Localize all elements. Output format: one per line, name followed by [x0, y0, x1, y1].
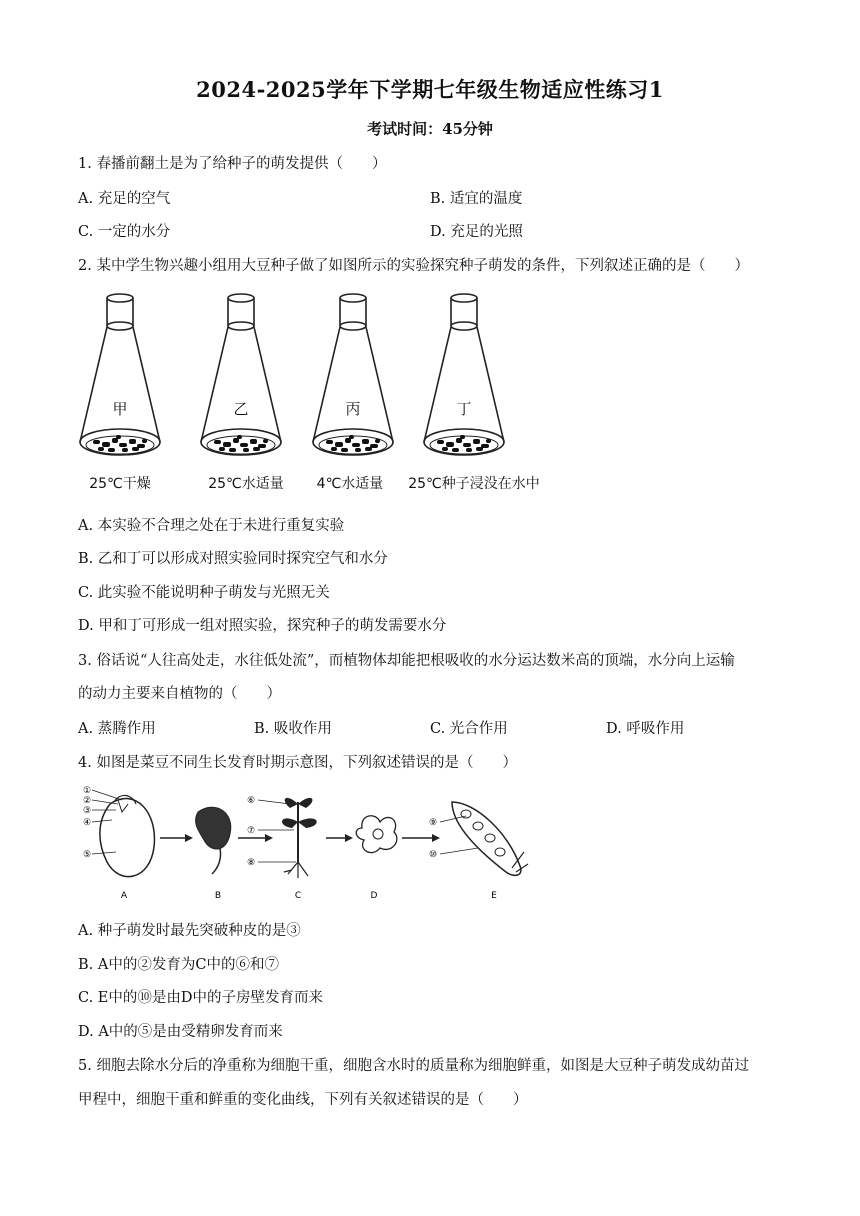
- marker-5: ⑤: [83, 850, 92, 860]
- marker-1: ①: [83, 786, 92, 796]
- question-3-option-d[interactable]: D. 呼吸作用: [606, 721, 685, 737]
- marker-4: ④: [83, 818, 92, 828]
- stage-e-pod: [429, 802, 528, 901]
- question-1-stem: 1. 春播前翻土是为了给种子的萌发提供（ ）: [78, 156, 387, 172]
- question-5-stem-line-1: 5. 细胞去除水分后的净重称为细胞干重，细胞含水时的质量称为细胞鲜重，如图是大豆种子萌发成幼苗过: [78, 1058, 749, 1074]
- flask-yi-label: 乙: [233, 400, 249, 418]
- stage-a-seed: [83, 786, 154, 901]
- question-2-option-a[interactable]: A. 本实验不合理之处在于未进行重复实验: [78, 518, 345, 534]
- question-1-option-c[interactable]: C. 一定的水分: [78, 224, 171, 240]
- flask-bing-label: 丙: [345, 400, 361, 418]
- question-1-option-b[interactable]: B. 适宜的温度: [430, 191, 523, 207]
- stage-d-flower: [356, 816, 397, 901]
- flask-jia-label: 甲: [112, 400, 128, 418]
- bean-growth-stages-figure: [80, 782, 540, 904]
- marker-8: ⑧: [247, 858, 256, 868]
- question-4-option-d[interactable]: D. A中的⑤是由受精卵发育而来: [78, 1024, 283, 1040]
- question-4-option-c[interactable]: C. E中的⑩是由D中的子房壁发育而来: [78, 990, 324, 1006]
- flask-yi-condition: 25℃水适量: [208, 476, 284, 492]
- exam-time: 考试时间：45分钟: [367, 120, 493, 138]
- stage-a-label: A: [120, 891, 128, 901]
- stage-c-seedling: [247, 796, 317, 901]
- question-3-option-b[interactable]: B. 吸收作用: [254, 721, 332, 737]
- stage-e-label: E: [491, 891, 497, 901]
- flask-bing: [313, 294, 393, 492]
- marker-6: ⑥: [247, 796, 256, 806]
- question-4-stem: 4. 如图是菜豆不同生长发育时期示意图，下列叙述错误的是（ ）: [78, 755, 517, 771]
- seed-germination-flask-figure: [78, 290, 558, 498]
- marker-10: ⑩: [429, 850, 438, 860]
- stage-d-label: D: [370, 891, 378, 901]
- flask-bing-condition: 4℃水适量: [316, 476, 384, 492]
- question-2-stem: 2. 某中学生物兴趣小组用大豆种子做了如图所示的实验探究种子萌发的条件，下列叙述正确的是（ ）: [78, 258, 749, 274]
- marker-7: ⑦: [247, 826, 256, 836]
- marker-2: ②: [83, 796, 92, 806]
- question-2-option-c[interactable]: C. 此实验不能说明种子萌发与光照无关: [78, 585, 330, 601]
- flask-yi: [201, 294, 284, 492]
- question-4-option-b[interactable]: B. A中的②发育为C中的⑥和⑦: [78, 957, 279, 973]
- stage-b-germinating: [196, 807, 231, 901]
- stage-b-label: B: [214, 891, 222, 901]
- question-1-option-d[interactable]: D. 充足的光照: [430, 224, 523, 240]
- flask-ding-label: 丁: [456, 400, 472, 418]
- question-2-option-b[interactable]: B. 乙和丁可以形成对照实验同时探究空气和水分: [78, 551, 388, 567]
- question-3-option-a[interactable]: A. 蒸腾作用: [78, 721, 156, 737]
- question-3-stem-line-2: 的动力主要来自植物的（ ）: [78, 686, 281, 702]
- marker-3: ③: [83, 806, 92, 816]
- flask-ding: [408, 294, 540, 492]
- question-2-option-d[interactable]: D. 甲和丁可形成一组对照实验，探究种子的萌发需要水分: [78, 618, 447, 634]
- page-title: 2024-2025学年下学期七年级生物适应性练习1: [196, 77, 664, 102]
- question-3-stem-line-1: 3. 俗话说“人往高处走，水往低处流”，而植物体却能把根吸收的水分运达数米高的顶端，水分向上运输: [78, 653, 735, 669]
- stage-c-label: C: [294, 891, 302, 901]
- question-3-option-c[interactable]: C. 光合作用: [430, 721, 508, 737]
- flask-jia-condition: 25℃干燥: [89, 476, 151, 492]
- question-1-option-a[interactable]: A. 充足的空气: [78, 191, 171, 207]
- flask-ding-condition: 25℃种子浸没在水中: [408, 476, 540, 492]
- marker-9: ⑨: [429, 818, 438, 828]
- question-5-stem-line-2: 甲程中，细胞干重和鲜重的变化曲线，下列有关叙述错误的是（ ）: [78, 1092, 528, 1108]
- question-4-option-a[interactable]: A. 种子萌发时最先突破种皮的是③: [78, 923, 301, 939]
- flask-jia: [80, 294, 160, 492]
